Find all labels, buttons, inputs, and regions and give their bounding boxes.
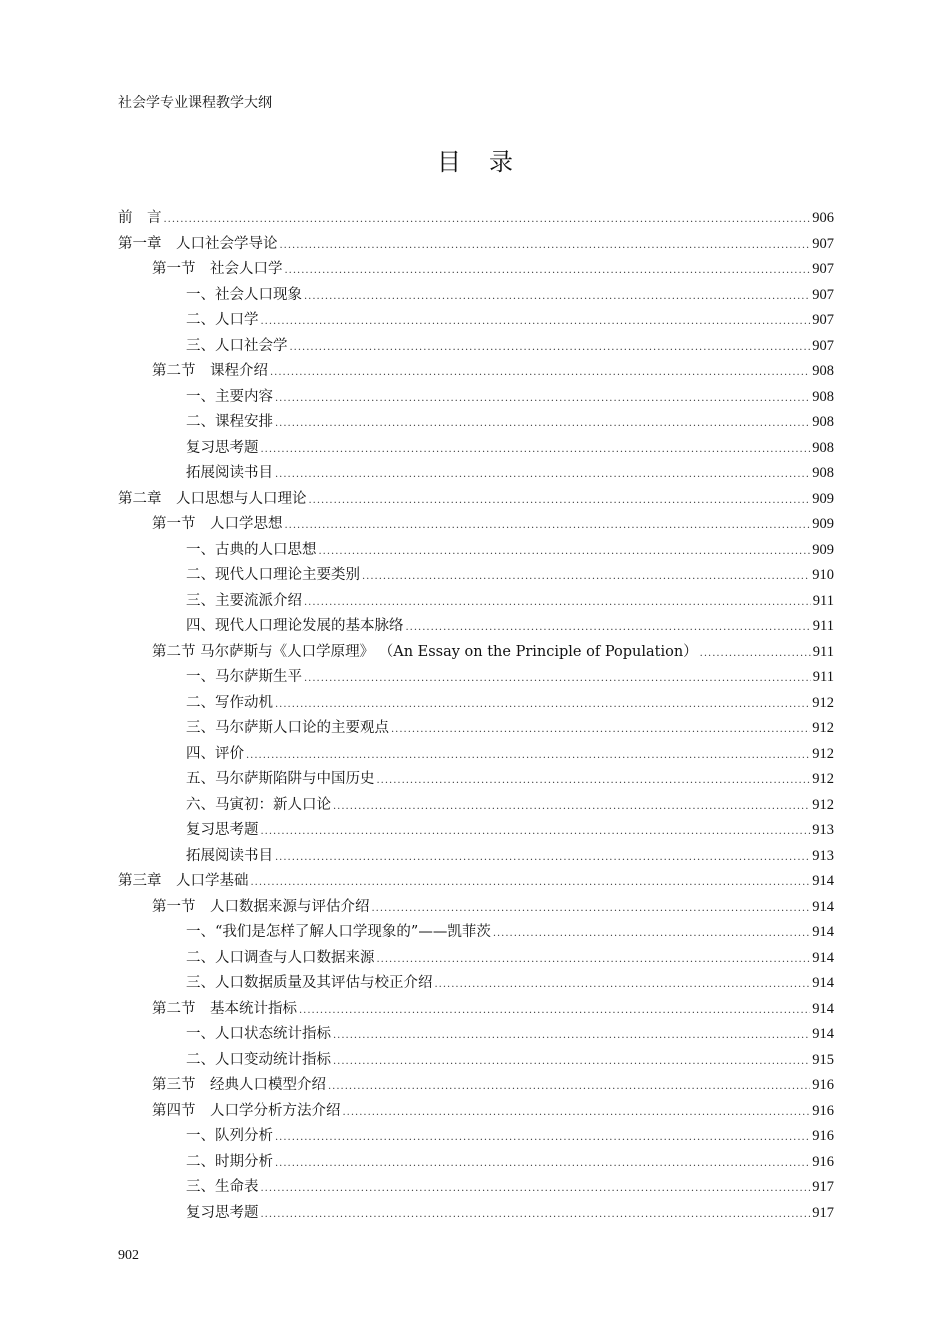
toc-entry-page-number: 913 [812, 847, 834, 864]
toc-entry-page-number: 914 [812, 898, 834, 915]
toc-entry-page-number: 916 [812, 1077, 834, 1093]
table-of-contents [118, 206, 834, 1226]
toc-entry-label: 复习思考题 [186, 822, 259, 838]
toc-entry-label: 拓展阅读书目 [186, 847, 273, 864]
toc-entry-page-number: 914 [812, 975, 834, 991]
toc-entry-page-number: 917 [812, 1179, 834, 1195]
toc-entry-label: 六、马寅初：新人口论 [186, 796, 331, 813]
toc-dot-leader [290, 335, 811, 361]
toc-entry[interactable] [118, 206, 834, 232]
toc-entry-label: 三、人口社会学 [186, 337, 288, 354]
toc-dot-leader [280, 233, 811, 259]
toc-entry[interactable] [118, 1022, 834, 1048]
toc-entry-label: 二、课程安排 [186, 414, 273, 430]
toc-entry-label: 二、时期分析 [186, 1153, 273, 1170]
toc-entry-page-number: 914 [812, 1026, 834, 1042]
toc-entry-label: 第一节 人口数据来源与评估介绍 [152, 898, 370, 915]
toc-entry-label: 一、马尔萨斯生平 [186, 669, 302, 685]
toc-entry-page-number: 916 [812, 1128, 834, 1144]
toc-entry[interactable] [118, 920, 834, 946]
toc-entry-page-number: 914 [812, 924, 834, 940]
toc-entry-label: 第三节 经典人口模型介绍 [152, 1077, 326, 1093]
toc-entry-label: 拓展阅读书目 [186, 465, 273, 481]
toc-entry[interactable] [118, 359, 834, 385]
toc-entry-page-number: 914 [812, 873, 834, 889]
toc-dot-leader [261, 819, 811, 845]
toc-entry-page-number: 907 [812, 286, 834, 303]
toc-entry-page-number: 912 [812, 771, 834, 787]
toc-entry-page-number: 911 [812, 669, 834, 685]
toc-dot-leader [343, 1100, 811, 1126]
toc-entry-label: 一、古典的人口思想 [186, 541, 317, 558]
toc-entry-label: 一、社会人口现象 [186, 286, 302, 303]
toc-entry-label: 二、现代人口理论主要类别 [186, 567, 360, 583]
toc-entry-page-number: 912 [812, 796, 834, 813]
toc-entry-label: 二、人口变动统计指标 [186, 1051, 331, 1068]
toc-dot-leader [372, 896, 811, 922]
toc-entry[interactable] [118, 844, 834, 870]
toc-dot-leader [333, 794, 810, 820]
toc-entry[interactable] [118, 640, 834, 666]
toc-dot-leader [406, 615, 811, 641]
toc-entry[interactable] [118, 767, 834, 793]
toc-dot-leader [261, 437, 811, 463]
toc-entry-label: 复习思考题 [186, 439, 259, 456]
toc-entry[interactable] [118, 614, 834, 640]
toc-entry-label: 一、队列分析 [186, 1128, 273, 1144]
toc-entry-label: 第四节 人口学分析方法介绍 [152, 1102, 341, 1119]
page-number: 902 [118, 1248, 139, 1263]
toc-entry-label: 二、人口学 [186, 312, 259, 328]
toc-entry[interactable] [118, 589, 834, 615]
toc-entry[interactable] [118, 1073, 834, 1099]
toc-entry-page-number: 916 [812, 1153, 834, 1170]
toc-entry[interactable] [118, 869, 834, 895]
toc-dot-leader [285, 513, 811, 539]
toc-dot-leader [275, 845, 810, 871]
toc-entry[interactable] [118, 385, 834, 411]
toc-entry[interactable] [118, 512, 834, 538]
toc-entry-label: 四、现代人口理论发展的基本脉络 [186, 618, 404, 634]
toc-entry[interactable] [118, 232, 834, 258]
toc-dot-leader [285, 258, 811, 284]
toc-entry[interactable] [118, 487, 834, 513]
toc-entry-page-number: 907 [812, 312, 834, 328]
toc-entry[interactable] [118, 1150, 834, 1176]
toc-entry[interactable] [118, 1099, 834, 1125]
toc-entry[interactable] [118, 410, 834, 436]
toc-entry-page-number: 908 [812, 388, 834, 405]
toc-entry-label: 五、马尔萨斯陷阱与中国历史 [186, 771, 375, 787]
toc-entry-page-number: 908 [812, 363, 834, 379]
toc-entry[interactable] [118, 1124, 834, 1150]
toc-dot-leader [251, 870, 811, 896]
toc-entry-page-number: 907 [812, 235, 834, 252]
toc-entry-page-number: 908 [812, 465, 834, 481]
toc-entry-page-number: 908 [812, 439, 834, 456]
toc-entry[interactable] [118, 691, 834, 717]
toc-dot-leader [493, 921, 810, 947]
toc-entry-page-number: 907 [812, 337, 834, 354]
toc-entry-label: 第一章 人口社会学导论 [118, 235, 278, 252]
toc-entry[interactable] [118, 665, 834, 691]
toc-dot-leader [246, 743, 810, 769]
toc-entry-label: 前 言 [118, 210, 162, 226]
toc-dot-leader [391, 717, 810, 743]
toc-entry-page-number: 908 [812, 414, 834, 430]
toc-dot-leader [304, 284, 810, 310]
toc-entry[interactable] [118, 308, 834, 334]
toc-dot-leader [275, 692, 810, 718]
toc-entry-label: 二、人口调查与人口数据来源 [186, 949, 375, 966]
toc-entry-page-number: 910 [812, 567, 834, 583]
toc-entry-page-number: 906 [812, 210, 834, 226]
toc-entry-label: 第一节 人口学思想 [152, 516, 283, 532]
toc-entry[interactable] [118, 1175, 834, 1201]
toc-entry[interactable] [118, 971, 834, 997]
toc-dot-leader [299, 998, 810, 1024]
toc-entry-page-number: 911 [812, 592, 834, 609]
toc-entry-page-number: 911 [812, 643, 834, 660]
toc-dot-leader [275, 386, 810, 412]
toc-entry-label: 三、马尔萨斯人口论的主要观点 [186, 720, 389, 736]
toc-entry-page-number: 914 [812, 1000, 834, 1017]
toc-entry-page-number: 912 [812, 720, 834, 736]
toc-entry-page-number: 907 [812, 261, 834, 277]
toc-entry-label: 第一节 社会人口学 [152, 261, 283, 277]
toc-entry[interactable] [118, 716, 834, 742]
toc-entry-page-number: 909 [812, 490, 834, 507]
toc-entry-page-number: 914 [812, 949, 834, 966]
toc-dot-leader [270, 360, 810, 386]
toc-dot-leader [333, 1023, 810, 1049]
toc-entry[interactable] [118, 1201, 834, 1227]
toc-entry[interactable] [118, 895, 834, 921]
toc-dot-leader [261, 309, 811, 335]
toc-dot-leader [261, 1202, 811, 1228]
toc-entry[interactable] [118, 538, 834, 564]
toc-entry-page-number: 909 [812, 541, 834, 558]
toc-entry-page-number: 911 [812, 618, 834, 634]
toc-entry-label: 三、生命表 [186, 1179, 259, 1195]
toc-entry-page-number: 915 [812, 1051, 834, 1068]
toc-entry-label: 第三章 人口学基础 [118, 873, 249, 889]
toc-entry[interactable] [118, 997, 834, 1023]
toc-entry[interactable] [118, 436, 834, 462]
toc-entry[interactable] [118, 742, 834, 768]
toc-dot-leader [700, 641, 811, 667]
toc-entry[interactable] [118, 563, 834, 589]
toc-dot-leader [275, 411, 810, 437]
toc-entry[interactable] [118, 1048, 834, 1074]
toc-entry-label: 三、主要流派介绍 [186, 592, 302, 609]
toc-entry-label: 第二节 马尔萨斯与《人口学原理》 （An Essay on the Principle of Population） [152, 643, 698, 660]
toc-entry-page-number: 912 [812, 694, 834, 711]
toc-entry-label: 一、主要内容 [186, 388, 273, 405]
toc-dot-leader [328, 1074, 810, 1100]
toc-entry-label: 一、“我们是怎样了解人口学现象的”——凯菲茨 [186, 924, 491, 940]
toc-dot-leader [435, 972, 811, 998]
toc-dot-leader [164, 207, 811, 233]
toc-entry-page-number: 916 [812, 1102, 834, 1119]
toc-dot-leader [261, 1176, 811, 1202]
toc-entry[interactable] [118, 283, 834, 309]
toc-entry-page-number: 913 [812, 822, 834, 838]
toc-dot-leader [319, 539, 811, 565]
toc-entry-label: 三、人口数据质量及其评估与校正介绍 [186, 975, 433, 991]
toc-dot-leader [362, 564, 810, 590]
toc-dot-leader [275, 1151, 810, 1177]
toc-dot-leader [275, 462, 810, 488]
running-header: 社会学专业课程教学大纲 [118, 95, 272, 111]
toc-dot-leader [377, 947, 811, 973]
toc-entry-page-number: 917 [812, 1204, 834, 1221]
toc-entry[interactable] [118, 334, 834, 360]
toc-entry-label: 二、写作动机 [186, 694, 273, 711]
toc-entry[interactable] [118, 461, 834, 487]
toc-entry-label: 第二章 人口思想与人口理论 [118, 490, 307, 507]
toc-dot-leader [304, 666, 811, 692]
toc-entry-label: 一、人口状态统计指标 [186, 1026, 331, 1042]
toc-dot-leader [333, 1049, 810, 1075]
toc-dot-leader [275, 1125, 810, 1151]
toc-entry[interactable] [118, 793, 834, 819]
toc-entry-label: 复习思考题 [186, 1204, 259, 1221]
toc-dot-leader [309, 488, 811, 514]
toc-entry-label: 四、评价 [186, 745, 244, 762]
toc-dot-leader [377, 768, 811, 794]
toc-entry[interactable] [118, 818, 834, 844]
toc-dot-leader [304, 590, 811, 616]
toc-entry-label: 第二节 基本统计指标 [152, 1000, 297, 1017]
page-title: 目录 [437, 148, 541, 176]
toc-entry[interactable] [118, 257, 834, 283]
toc-entry-label: 第二节 课程介绍 [152, 363, 268, 379]
toc-entry-page-number: 909 [812, 516, 834, 532]
toc-entry[interactable] [118, 946, 834, 972]
toc-entry-page-number: 912 [812, 745, 834, 762]
